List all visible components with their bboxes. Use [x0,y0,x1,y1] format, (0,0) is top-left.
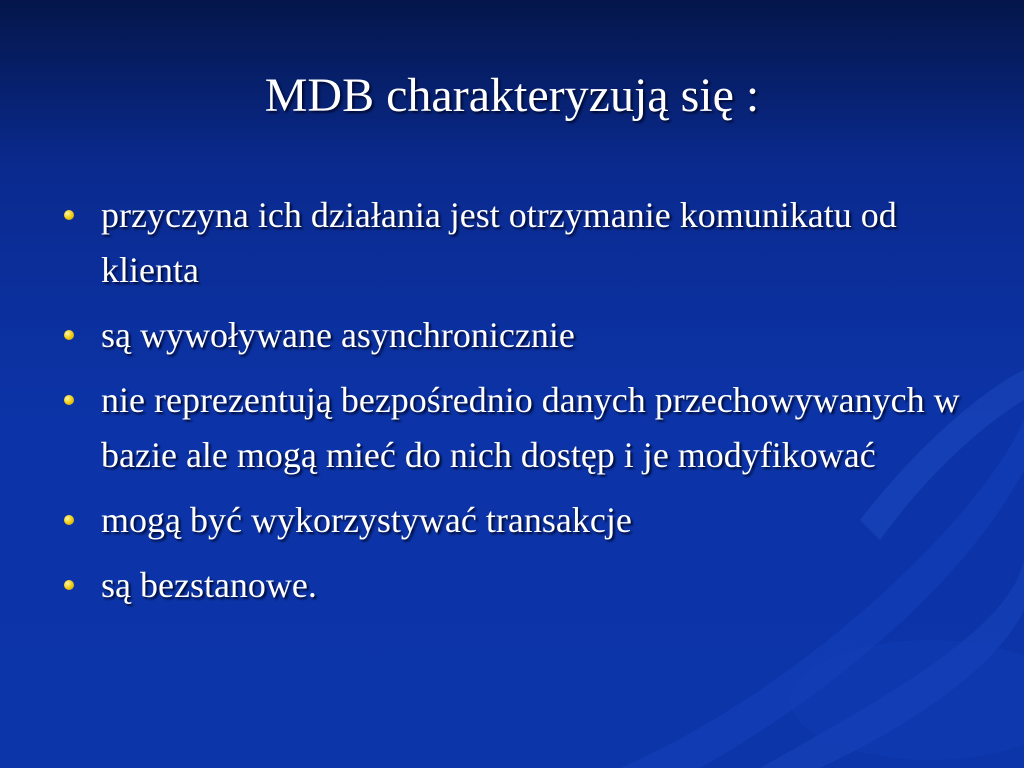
bullet-text: przyczyna ich działania jest otrzymanie komunikatu od klienta [101,195,897,290]
list-item [60,493,960,548]
yellow-dot-bullet-icon [64,515,74,525]
bullet-list [60,188,960,623]
yellow-dot-bullet-icon [64,330,74,340]
bullet-text: są bezstanowe. [101,565,317,605]
list-item [60,558,960,613]
yellow-dot-bullet-icon [64,210,74,220]
bullet-text: są wywoływane asynchronicznie [101,315,575,355]
bullet-text: mogą być wykorzystywać transakcje [101,500,632,540]
list-item [60,188,960,298]
yellow-dot-bullet-icon [64,580,74,590]
bullet-text: nie reprezentują bezpośrednio danych przechowywanych w bazie ale mogą mieć do nich dostęp i je modyfikować [101,380,960,475]
list-item [60,373,960,483]
slide-title: MDB charakteryzują się : [264,69,760,122]
yellow-dot-bullet-icon [64,395,74,405]
list-item [60,308,960,363]
